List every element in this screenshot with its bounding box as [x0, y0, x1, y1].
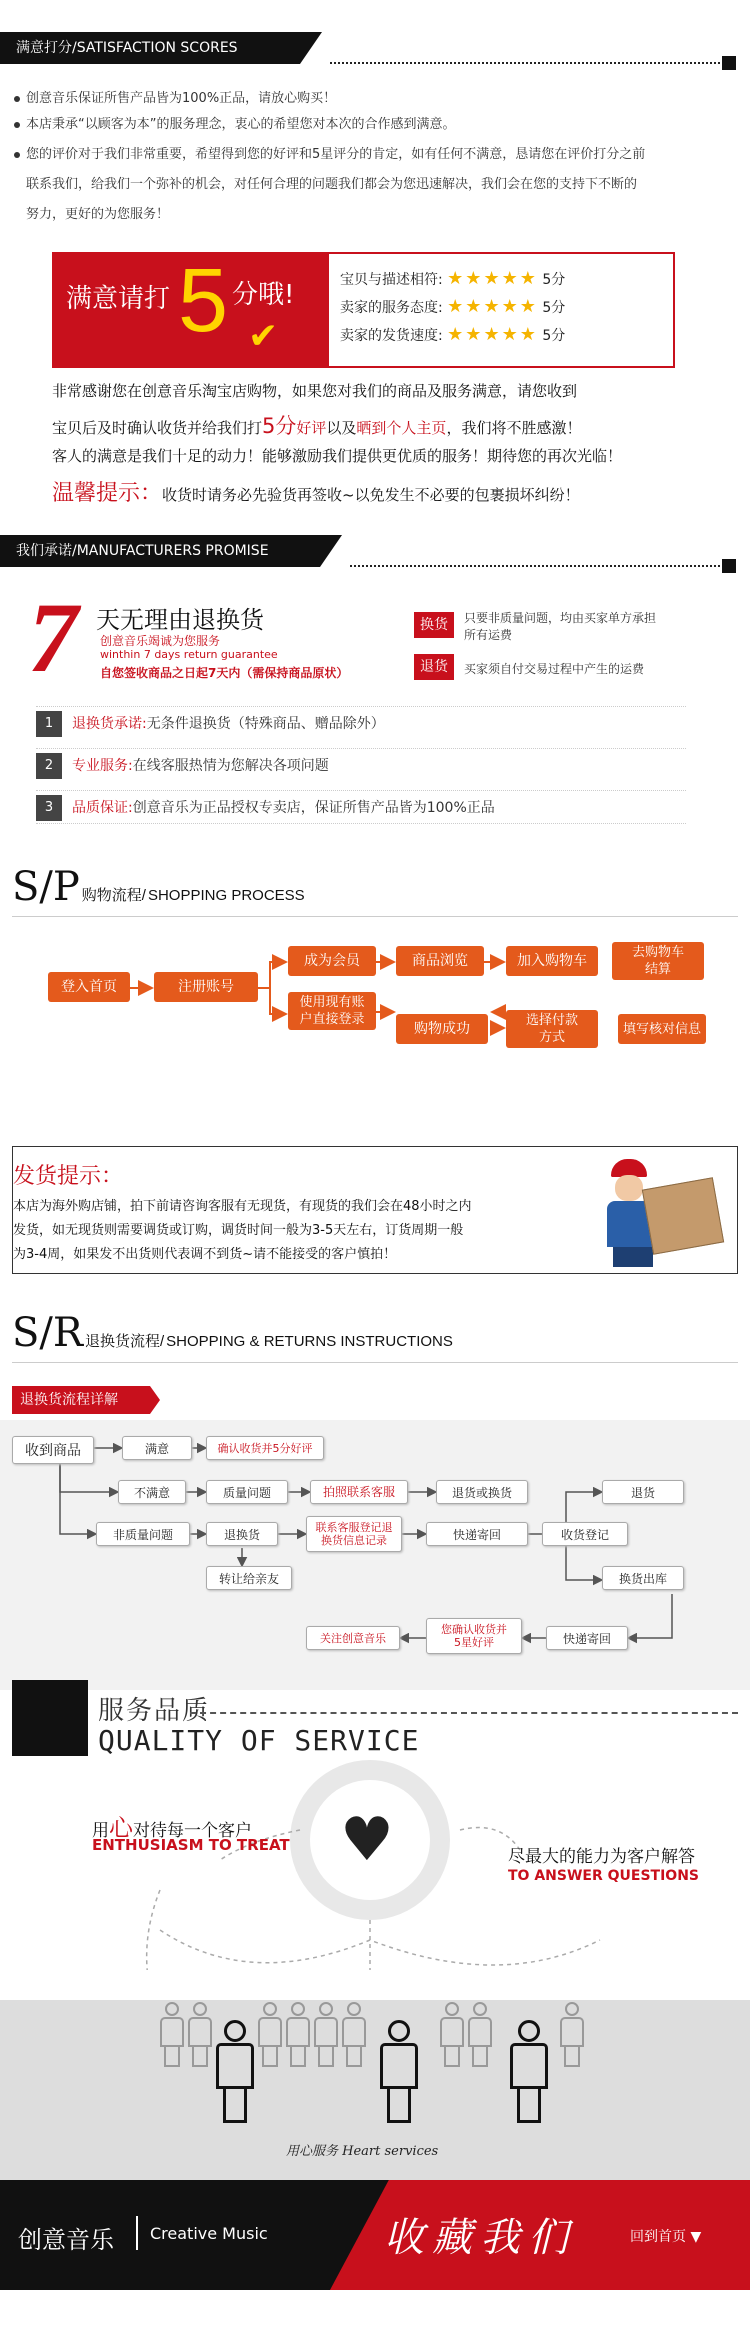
warm-tip: [52, 476, 732, 507]
service-right-cn: 尽最大的能力为客户解答: [508, 1847, 695, 1867]
person-icon: [468, 2002, 492, 2067]
step-browse: 商品浏览: [396, 946, 484, 976]
delivery-line-3: 为3-4周，如果发不出货则代表调不到货~请不能接受的客户慎拍！: [13, 1247, 397, 1262]
footer-brand-cn: 创意音乐: [18, 2226, 114, 2254]
step-login: 登入首页: [48, 972, 130, 1002]
exchange-tag: 换货: [414, 612, 454, 638]
step-checkout: 去购物车结算: [612, 942, 704, 980]
score-banner: [52, 252, 675, 368]
node-return: 退货: [602, 1480, 684, 1504]
delivery-notice: [12, 1146, 738, 1274]
step-pay: 选择付款方式: [506, 1010, 598, 1048]
node-unsatisfied: 不满意: [118, 1480, 186, 1504]
exchange-text: 只要非质量问题，均由买家单方承担 所有运费: [464, 611, 657, 642]
node-return-or-exchange: 退货或换货: [436, 1480, 528, 1504]
person-icon: [560, 2002, 584, 2067]
thanks-line-3: 客人的满意是我们十足的动力！能够激励我们提供更优质的服务！期待您的再次光临！: [52, 447, 623, 465]
person-icon: [314, 2002, 338, 2067]
banner-left-text: 满意请打: [66, 284, 171, 314]
person-icon: [160, 2002, 184, 2067]
node-satisfied: 满意: [122, 1436, 192, 1460]
banner-five: 5: [178, 251, 229, 351]
node-express-2: 快递寄回: [546, 1626, 628, 1650]
node-contact-register: 联系客服登记退换货信息记录: [306, 1516, 402, 1552]
stars-icon: ★★★★★: [447, 296, 538, 317]
node-exchange-out: 换货出库: [602, 1566, 684, 1590]
node-register: 收货登记: [542, 1522, 628, 1546]
promise-sub-2: winthin 7 days return guarantee: [100, 648, 278, 661]
promise-row: 3 品质保证:创意音乐为正品授权专卖店，保证所售产品皆为100%正品: [36, 790, 686, 824]
person-icon: [342, 2002, 366, 2067]
shopping-title: S/P 购物流程/ SHOPPING PROCESS: [12, 864, 305, 910]
check-icon: ✔: [248, 316, 279, 357]
promise-row: 2 专业服务:在线客服热情为您解决各项问题: [36, 748, 686, 782]
bullet-2: 本店秉承“以顾客为本”的服务理念，衷心的希望您对本次的合作感到满意。: [14, 114, 455, 136]
step-cart: 加入购物车: [506, 946, 598, 976]
node-quality: 质量问题: [206, 1480, 288, 1504]
promise-sub-1: 创意音乐竭诚为您服务: [100, 634, 221, 648]
tip-label: 温馨提示：: [52, 481, 163, 506]
return-text: 买家须自付交易过程中产生的运费: [464, 662, 645, 676]
satisfaction-header-en: SATISFACTION SCORES: [76, 40, 238, 56]
person-big-icon: [510, 2020, 548, 2123]
footer-brand-en: Creative Music: [150, 2224, 268, 2243]
service-right-en: TO ANSWER QUESTIONS: [508, 1868, 699, 1884]
node-transfer: 转让给亲友: [206, 1566, 292, 1590]
return-tag: 退货: [414, 654, 454, 680]
node-received: 收到商品: [12, 1436, 94, 1464]
person-icon: [286, 2002, 310, 2067]
node-express-1: 快递寄回: [426, 1522, 528, 1546]
node-photo: 拍照联系客服: [310, 1480, 408, 1504]
seven-icon: 7: [28, 582, 78, 693]
bullet-3-line2: 联系我们，给我们一个弥补的机会，对任何合理的问题我们都会为您迅速解决，我们会在您的支持下不断的: [26, 177, 638, 192]
node-return-exchange: 退换货: [206, 1522, 278, 1546]
thanks-line-2: 宝贝后及时确认收货并给我们打5分好评以及晒到个人主页，我们将不胜感激！: [52, 414, 582, 438]
stars-icon: ★★★★★: [447, 268, 538, 289]
service-caption: 用心服务 Heart services: [286, 2144, 439, 2159]
back-home-link[interactable]: 回到首页 ▼: [630, 2229, 702, 2245]
promise-sub-3: 自您签收商品之日起7天内（需保持商品原状）: [100, 666, 349, 680]
banner-right-text: 分哦!: [232, 280, 295, 310]
step-success: 购物成功: [396, 1014, 488, 1044]
tip-text: 收货时请务必先验货再签收~以免发生不必要的包裹损坏纠纷！: [162, 486, 580, 504]
score-banner-red: [54, 251, 329, 366]
node-confirm5: 确认收货并5分好评: [206, 1436, 324, 1460]
promise-row: 1 退换货承诺:无条件退换货（特殊商品、赠品除外）: [36, 706, 686, 740]
node-follow: 关注创意音乐: [306, 1626, 400, 1650]
rating-row: 卖家的发货速度: ★★★★★ 5分: [340, 324, 566, 345]
bullet-3-line3: 努力，更好的为您服务！: [26, 207, 170, 222]
person-icon: [440, 2002, 464, 2067]
satisfaction-header: [0, 32, 750, 76]
promise-title: 天无理由退换货: [96, 606, 264, 634]
promise-header: 我们承诺/MANUFACTURERS PROMISE: [0, 535, 750, 579]
collect-us-button[interactable]: 收藏我们: [384, 2215, 576, 2261]
courier-icon: [603, 1153, 733, 1271]
node-nonquality: 非质量问题: [96, 1522, 190, 1546]
service-left-cn: 用心对待每一个客户: [92, 1814, 252, 1842]
heart-icon: ♥: [340, 1805, 394, 1875]
step-member: 成为会员: [288, 946, 376, 976]
service-black-square: [12, 1680, 88, 1756]
service-left-en: ENTHUSIASM TO TREAT: [92, 1836, 290, 1854]
delivery-line-2: 发货，如无现货则需要调货或订购，调货时间一般为3-5天左右，订货周期一般: [13, 1223, 464, 1238]
node-confirm-receipt: 您确认收货并5星好评: [426, 1618, 522, 1654]
stars-icon: ★★★★★: [447, 324, 538, 345]
service-en: QUALITY OF SERVICE: [98, 1724, 420, 1757]
person-icon: [258, 2002, 282, 2067]
returns-title: S/R 退换货流程/ SHOPPING & RETURNS INSTRUCTIONS: [12, 1310, 453, 1356]
bullet-1: 创意音乐保证所售产品皆为100%正品，请放心购买！: [14, 88, 336, 110]
ratings-list: [340, 268, 670, 352]
thanks-line-1: 非常感谢您在创意音乐淘宝店购物，如果您对我们的商品及服务满意，请您收到: [52, 382, 578, 400]
returns-tab: 退换货流程详解: [12, 1386, 150, 1414]
service-cn: 服务品质: [98, 1696, 211, 1726]
step-fill: 填写核对信息: [618, 1014, 706, 1044]
step-register: 注册账号: [154, 972, 258, 1002]
person-big-icon: [216, 2020, 254, 2123]
person-icon: [188, 2002, 212, 2067]
rating-row: 卖家的服务态度: ★★★★★ 5分: [340, 296, 566, 317]
rating-row: 宝贝与描述相符: ★★★★★ 5分: [340, 268, 566, 289]
satisfaction-header-cn: 满意打分/: [16, 40, 77, 56]
caret-down-icon: ▼: [690, 2229, 702, 2245]
footer: [0, 2180, 750, 2290]
person-big-icon: [380, 2020, 418, 2123]
bullet-3: 您的评价对于我们非常重要，希望得到您的好评和5星评分的肯定，如有任何不满意，恳请您在评价打分之前: [14, 144, 645, 166]
delivery-line-1: 本店为海外购店铺，拍下前请咨询客服有无现货，有现货的我们会在48小时之内: [13, 1199, 472, 1214]
delivery-title: 发货提示：: [13, 1164, 124, 1189]
step-existing-login: 使用现有账户直接登录: [288, 992, 376, 1030]
